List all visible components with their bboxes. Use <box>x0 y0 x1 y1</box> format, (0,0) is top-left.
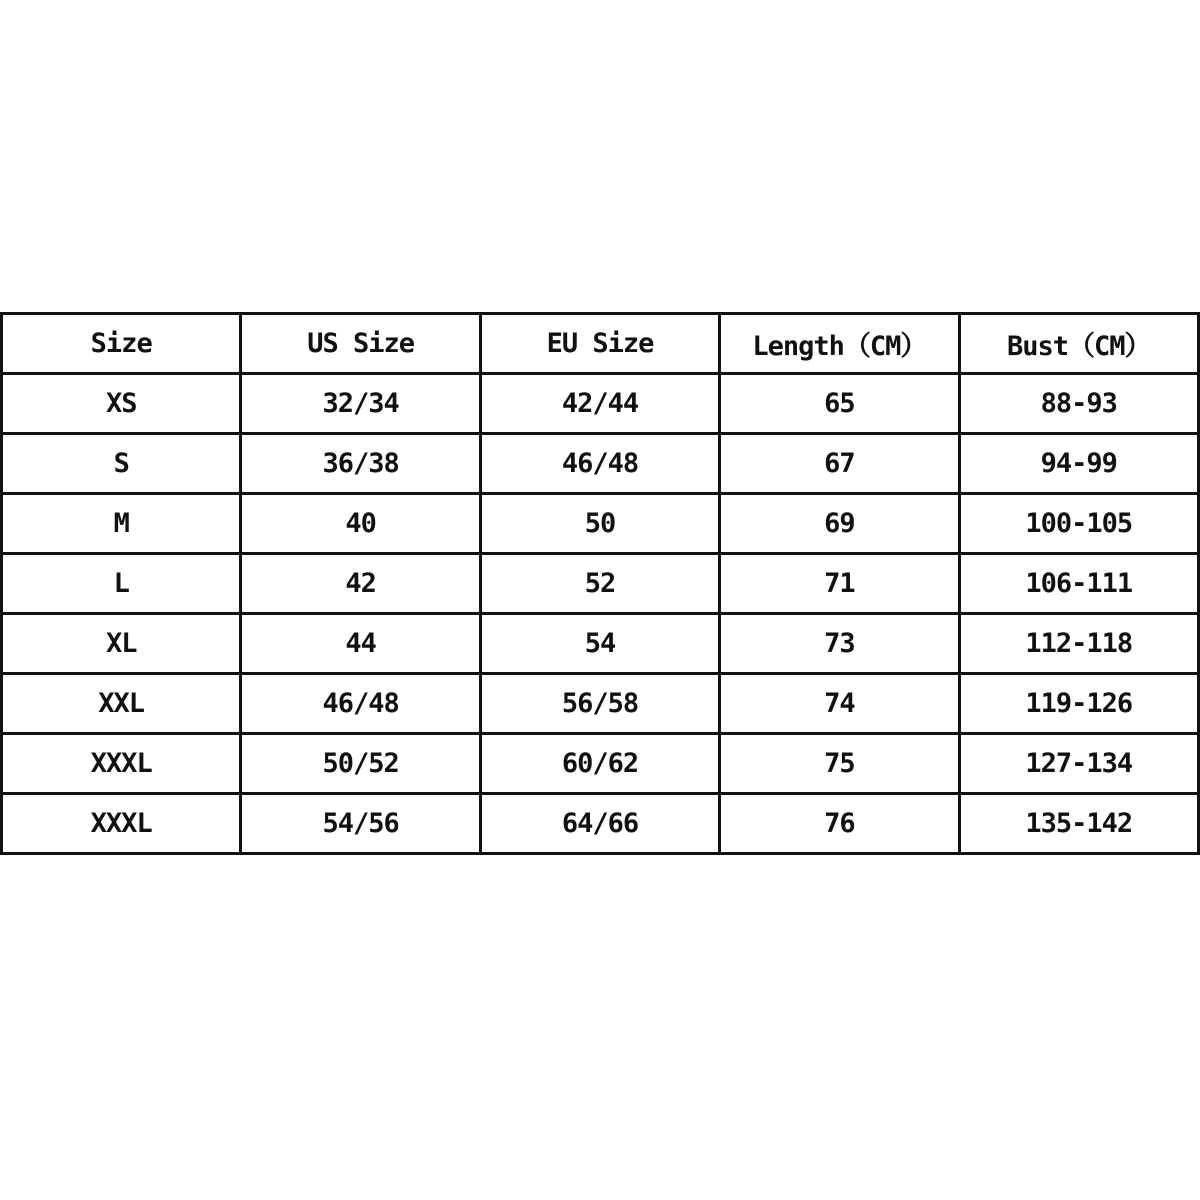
table-row <box>2 614 1199 674</box>
cell-us-size: 40 <box>241 494 480 554</box>
cell-us-size: 32/34 <box>241 374 480 434</box>
cell-eu-size: 42/44 <box>480 374 719 434</box>
cell-size: XXL <box>2 674 241 734</box>
cell-size: XL <box>2 614 241 674</box>
cell-eu-size: 64/66 <box>480 794 719 854</box>
table-row <box>2 554 1199 614</box>
cell-length: 75 <box>720 734 959 794</box>
cell-us-size: 54/56 <box>241 794 480 854</box>
cell-size: XS <box>2 374 241 434</box>
cell-eu-size: 56/58 <box>480 674 719 734</box>
cell-length: 74 <box>720 674 959 734</box>
header-length: Length（CM） <box>720 314 959 374</box>
cell-size: L <box>2 554 241 614</box>
cell-bust: 112-118 <box>959 614 1198 674</box>
cell-length: 69 <box>720 494 959 554</box>
cell-eu-size: 46/48 <box>480 434 719 494</box>
cell-us-size: 42 <box>241 554 480 614</box>
cell-eu-size: 54 <box>480 614 719 674</box>
cell-bust: 94-99 <box>959 434 1198 494</box>
cell-length: 65 <box>720 374 959 434</box>
cell-size: XXXL <box>2 794 241 854</box>
cell-bust: 100-105 <box>959 494 1198 554</box>
cell-us-size: 36/38 <box>241 434 480 494</box>
table-row <box>2 734 1199 794</box>
header-size: Size <box>2 314 241 374</box>
table-row <box>2 374 1199 434</box>
cell-length: 67 <box>720 434 959 494</box>
cell-bust: 127-134 <box>959 734 1198 794</box>
size-chart-table <box>0 312 1200 855</box>
cell-bust: 135-142 <box>959 794 1198 854</box>
cell-length: 76 <box>720 794 959 854</box>
header-eu-size: EU Size <box>480 314 719 374</box>
table-row <box>2 434 1199 494</box>
cell-eu-size: 50 <box>480 494 719 554</box>
cell-size: S <box>2 434 241 494</box>
cell-bust: 119-126 <box>959 674 1198 734</box>
cell-size: XXXL <box>2 734 241 794</box>
table-row <box>2 494 1199 554</box>
header-bust: Bust（CM） <box>959 314 1198 374</box>
cell-bust: 88-93 <box>959 374 1198 434</box>
cell-us-size: 46/48 <box>241 674 480 734</box>
cell-us-size: 50/52 <box>241 734 480 794</box>
table-row <box>2 794 1199 854</box>
cell-length: 73 <box>720 614 959 674</box>
header-us-size: US Size <box>241 314 480 374</box>
cell-bust: 106-111 <box>959 554 1198 614</box>
cell-us-size: 44 <box>241 614 480 674</box>
cell-eu-size: 52 <box>480 554 719 614</box>
table-row <box>2 674 1199 734</box>
cell-eu-size: 60/62 <box>480 734 719 794</box>
cell-size: M <box>2 494 241 554</box>
table-header-row <box>2 314 1199 374</box>
cell-length: 71 <box>720 554 959 614</box>
